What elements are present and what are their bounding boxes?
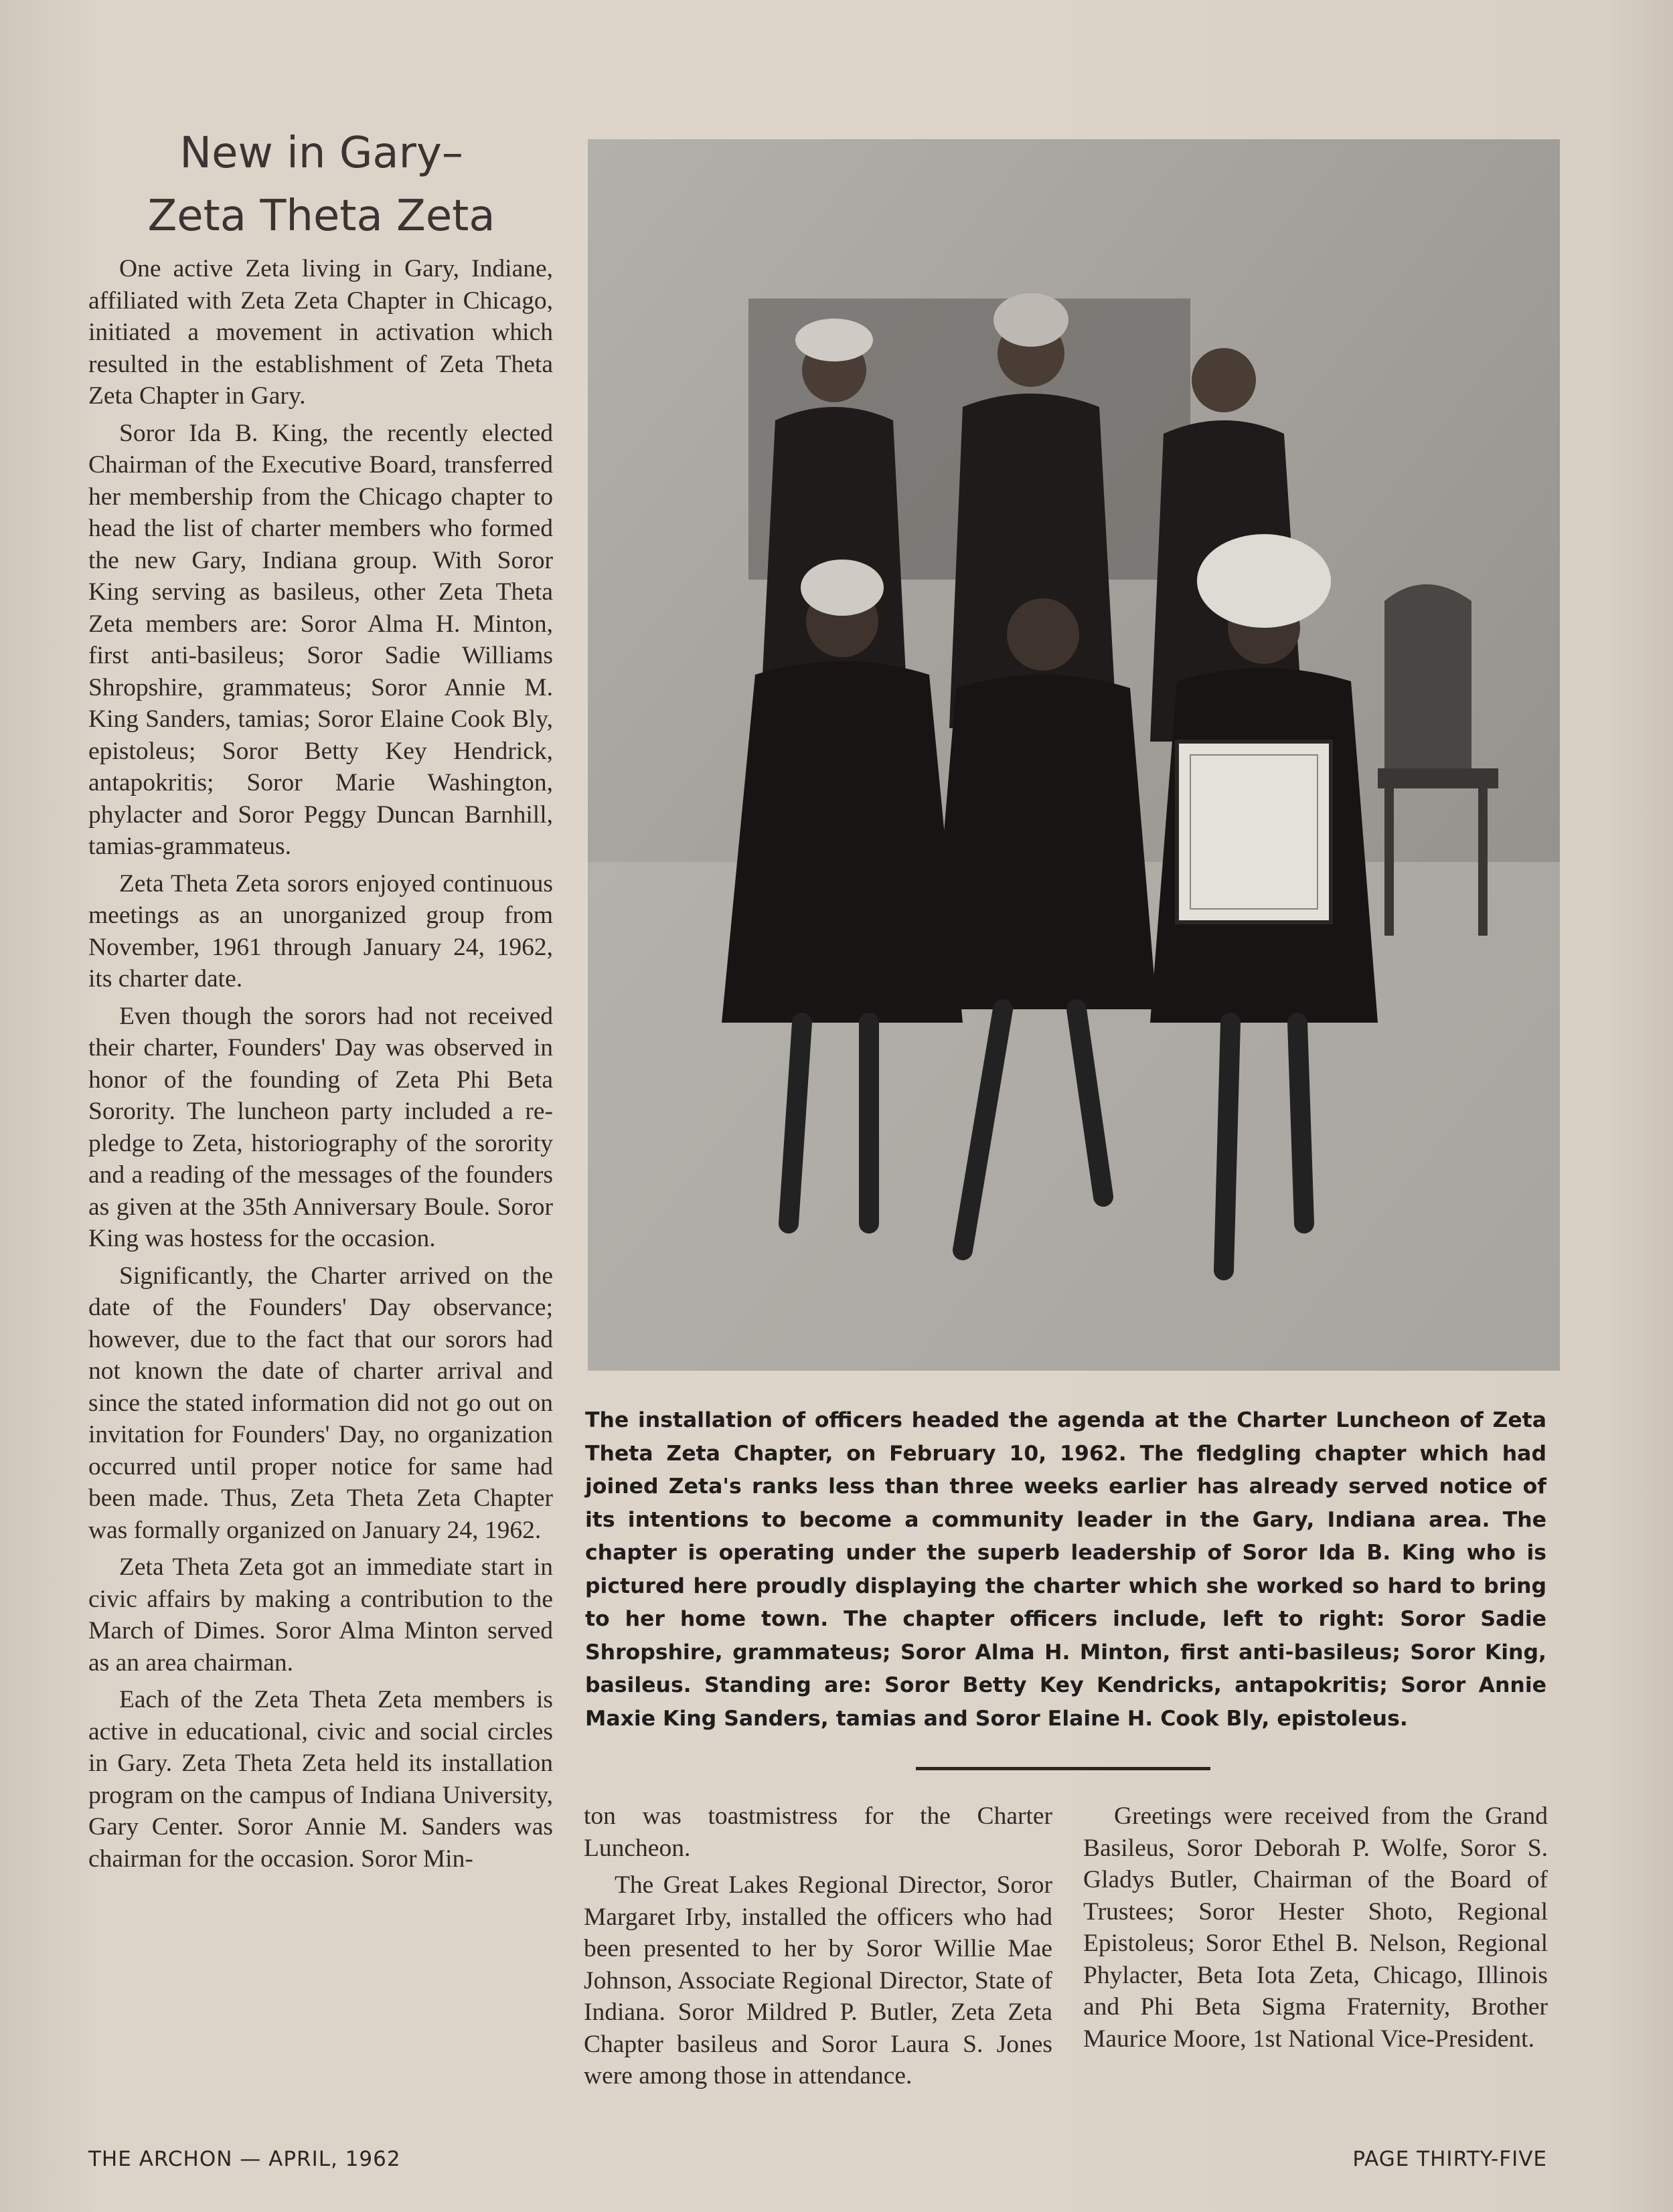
- middle-text-column: [584, 1800, 1052, 2098]
- footer-publication: THE ARCHON — APRIL, 1962: [88, 2147, 401, 2171]
- footer-page-number: PAGE THIRTY-FIVE: [1352, 2147, 1547, 2171]
- title-line-2: Zeta Theta Zeta: [147, 191, 495, 241]
- group-photo: [588, 139, 1560, 1371]
- paragraph: ton was toastmistress for the Charter Luncheon.: [584, 1802, 1052, 1862]
- paragraph: One active Zeta living in Gary, Indiane, affiliated with Zeta Zeta Chapter in Chicago, initiated a movement in activation which resulted in the establishment of Zeta Theta Zeta Chapter in Gary.: [88, 255, 553, 410]
- title-line-1: New in Gary–: [179, 129, 463, 178]
- left-text-column: [88, 253, 553, 1880]
- paragraph: Soror Ida B. King, the recently elected Chairman of the Executive Board, transferred her membership from the Chicago chapter to head the list of charter members who formed the new Gary, Indiana group. With Soror King serving as basileus, other Zeta Theta Zeta members are: Soror Alma H. Minton, first anti-basileus; Soror Sadie Williams Shropshire, grammateus; Soror Annie M. King Sanders, tamias; Soror Elaine Cook Bly, epistoleus; Soror Betty Key Hendrick, antapokritis; Soror Marie Washington, phylacter and Soror Peggy Duncan Barnhill, tamias-grammateus.: [88, 419, 553, 860]
- paragraph: Zeta Theta Zeta got an immediate start in civic affairs by making a contribution to the March of Dimes. Soror Alma Minton served as an area chairman.: [88, 1553, 553, 1677]
- right-text-column: [1083, 1800, 1548, 2060]
- paragraph: Greetings were received from the Grand Basileus, Soror Deborah P. Wolfe, Soror S. Gladys Butler, Chairman of the Board of Trustees; Soror Hester Shoto, Regional Epistoleus; Soror Ethel B. Nelson, Regional Phylacter, Beta Iota Zeta, Chicago, Illinois and Phi Beta Sigma Fraternity, Brother Maurice Moore, 1st National Vice-President.: [1083, 1802, 1548, 2053]
- divider-rule: [916, 1767, 1210, 1770]
- paragraph: Each of the Zeta Theta Zeta members is active in educational, civic and social circles in Gary. Zeta Theta Zeta held its installation program on the campus of Indiana University, Gary Center. Soror Annie M. Sanders was chairman for the occasion. Soror Min-: [88, 1686, 553, 1873]
- paragraph: Zeta Theta Zeta sorors enjoyed continuous meetings as an unorganized group from November, 1961 through January 24, 1962, its charter date.: [88, 869, 553, 993]
- photo-caption: The installation of officers headed the agenda at the Charter Luncheon of Zeta Theta Zeta Chapter, on February 10, 1962. The fledgling chapter which had joined Zeta's ranks less than three weeks earlier has already served notice of its intentions to become a community leader in the Gary, Indiana area. The chapter is operating under the superb leadership of Soror Ida B. King who is pictured here proudly displaying the charter which she worked so hard to bring to her home town. The chapter officers include, left to right: Soror Sadie Shropshire, grammateus; Soror Alma H. Minton, first anti-basileus; Soror King, basileus. Standing are: Soror Betty Key Kendricks, antapokritis; Soror Annie Maxie King Sanders, tamias and Soror Elaine H. Cook Bly, epistoleus.: [585, 1408, 1546, 1731]
- paragraph: The Great Lakes Regional Director, Soror Margaret Irby, installed the officers who had been presented to her by Soror Willie Mae Johnson, Associate Regional Director, State of Indiana. Soror Mildred P. Butler, Zeta Zeta Chapter basileus and Soror Laura S. Jones were among those in attendance.: [584, 1871, 1052, 2090]
- group-photo-illustration: [588, 139, 1560, 1371]
- article-title: [94, 122, 549, 248]
- paragraph: Significantly, the Charter arrived on the date of the Founders' Day observance; however, due to the fact that our sorors had not known the date of charter arrival and since the stated information did not go out on invitation for Founders' Day, no organization occurred until proper notice for same had been made. Thus, Zeta Theta Zeta Chapter was formally organized on January 24, 1962.: [88, 1262, 553, 1544]
- paragraph: Even though the sorors had not received their charter, Founders' Day was observed in honor of the founding of Zeta Phi Beta Sorority. The luncheon party included a re-pledge to Zeta, historiography of the sorority and a reading of the messages of the founders as given at the 35th Anniversary Boule. Soror King was hostess for the occasion.: [88, 1002, 553, 1252]
